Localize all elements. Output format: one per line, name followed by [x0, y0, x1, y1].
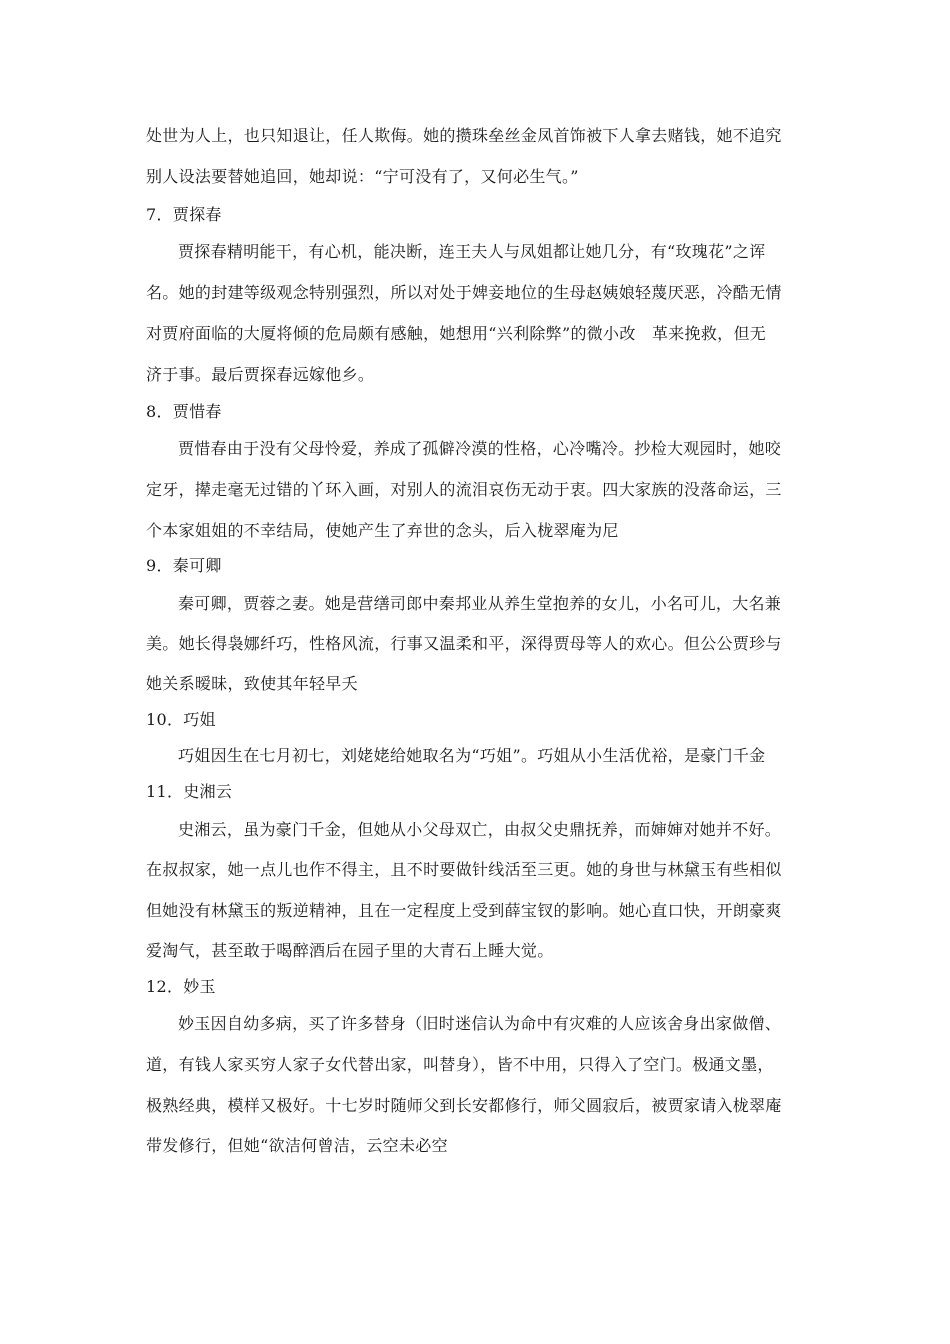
body-text-line: 道，有钱人家买穷人家子女代替出家，叫替身），皆不中用，只得入了空门。极通文墨，	[146, 1055, 774, 1074]
body-text-line: 名。她的封建等级观念特别强烈，所以对处于婢妾地位的生母赵姨娘轻蔑厌恶，冷酷无情	[146, 283, 782, 302]
body-text-line: 济于事。最后贾探春远嫁他乡。	[146, 365, 375, 384]
body-text-line: 巧姐因生在七月初七，刘姥姥给她取名为“巧姐”。巧姐从小生活优裕，是豪门千金	[178, 746, 766, 765]
body-text-line: 她关系暧昧，致使其年轻早夭	[146, 674, 358, 693]
section-heading-shixiangyun: 11．史湘云	[146, 782, 233, 801]
body-text-line: 史湘云，虽为豪门千金，但她从小父母双亡，由叔父史鼎抚养，而婶婶对她并不好。	[178, 820, 782, 839]
body-text-line: 但她没有林黛玉的叛逆精神，且在一定程度上受到薛宝钗的影响。她心直口快，开朗豪爽	[146, 901, 782, 920]
body-text-line: 秦可卿，贾蓉之妻。她是营缮司郎中秦邦业从养生堂抱养的女儿，小名可儿，大名兼	[178, 594, 782, 613]
body-text-line: 在叔叔家，她一点儿也作不得主，且不时要做针线活至三更。她的身世与林黛玉有些相似	[146, 860, 782, 879]
body-text-line: 妙玉因自幼多病，买了许多替身（旧时迷信认为命中有灾难的人应该舍身出家做僧、	[178, 1014, 782, 1033]
body-text-line: 极熟经典，模样又极好。十七岁时随师父到长安都修行，师父圆寂后，被贾家请入栊翠庵	[146, 1096, 782, 1115]
body-text-line: 个本家姐姐的不幸结局，使她产生了弃世的念头，后入栊翠庵为尼	[146, 521, 619, 540]
body-text-line: 别人设法要替她追回，她却说：“宁可没有了，又何必生气。”	[146, 167, 579, 186]
section-heading-miaoyu: 12．妙玉	[146, 977, 216, 996]
section-heading-xichun: 8．贾惜春	[146, 402, 222, 421]
body-text-line: 对贾府面临的大厦将倾的危局颇有感触，她想用“兴利除弊”的微小改 革来挽救，但无	[146, 324, 767, 343]
section-heading-qiaojie: 10．巧姐	[146, 710, 216, 729]
body-text-line: 爱淘气，甚至敢于喝醉酒后在园子里的大青石上睡大觉。	[146, 941, 554, 960]
body-text-line: 处世为人上，也只知退让，任人欺侮。她的攒珠垒丝金凤首饰被下人拿去赌钱，她不追究	[146, 126, 782, 145]
body-text-line: 贾探春精明能干，有心机，能决断，连王夫人与凤姐都让她几分，有“玫瑰花”之诨	[178, 242, 766, 261]
body-text-line: 贾惜春由于没有父母怜爱，养成了孤僻冷漠的性格，心冷嘴冷。抄检大观园时，她咬	[178, 439, 782, 458]
body-text-line: 定牙，撵走毫无过错的丫环入画，对别人的流泪哀伤无动于衷。四大家族的没落命运，三	[146, 480, 782, 499]
section-heading-qinkeqing: 9．秦可卿	[146, 556, 222, 575]
section-heading-tanchun: 7．贾探春	[146, 205, 222, 224]
body-text-line: 带发修行，但她“欲洁何曾洁，云空未必空	[146, 1136, 448, 1155]
body-text-line: 美。她长得袅娜纤巧，性格风流，行事又温柔和平，深得贾母等人的欢心。但公公贾珍与	[146, 634, 782, 653]
